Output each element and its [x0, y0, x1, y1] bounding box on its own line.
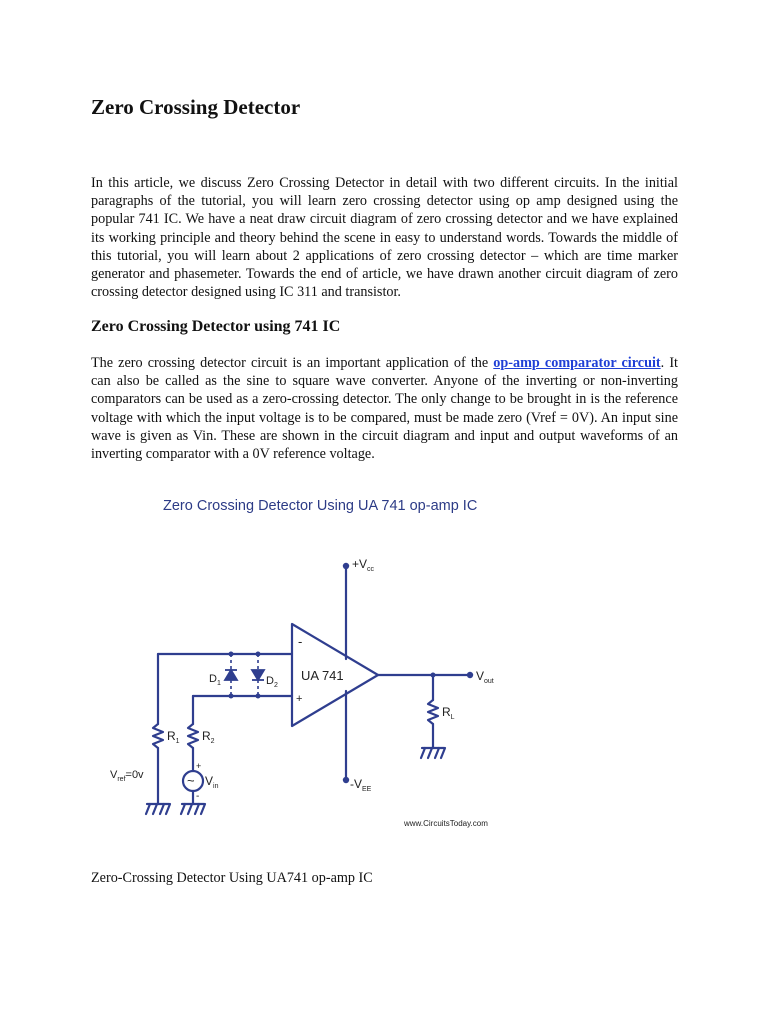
vout-label: $V_{out}$: [476, 669, 494, 685]
noninverting-sign: +: [296, 693, 303, 705]
r1-resistor: [153, 724, 163, 748]
diagram-watermark: www.CircuitsToday.com: [404, 819, 488, 828]
vee-terminal: [343, 777, 349, 783]
vout-terminal: [467, 672, 473, 678]
figure-caption: Zero-Crossing Detector Using UA741 op-amp IC: [91, 870, 373, 886]
junction-d1-top: [229, 652, 234, 657]
junction-rl: [431, 673, 436, 678]
body-paragraph: [91, 354, 678, 463]
body-text-after-link: . It can also be called as the sine to square wave converter. Anyone of the inverting or non-inverting comparators can be used as a zero-crossing detector. The only change to be brought in is the reference voltage with which the input voltage is to be compared, must be made zero (Vref = 0V). An input sine wave is given as Vin. These are shown in the circuit diagram and input and output waveforms of an inverting comparator with a 0V reference voltage.: [91, 355, 678, 463]
vee-label: $-V_{EE}$: [350, 777, 372, 793]
ground-rl: [421, 748, 445, 758]
circuit-diagram-svg: [100, 486, 520, 836]
ground-r1: [146, 804, 170, 814]
vin-minus-sign: -: [196, 791, 200, 802]
vin-plus-sign: +: [196, 761, 202, 771]
junction-d2-bottom: [256, 694, 261, 699]
d2-diode-icon: [252, 670, 264, 680]
rl-label: $R_L$: [442, 705, 455, 721]
r1-label: $R_1$: [167, 729, 180, 745]
intro-paragraph: In this article, we discuss Zero Crossing Detector in detail with two different circuits. In the initial paragraphs of the tutorial, you will learn zero crossing detector using op amp designed using the popular 741 IC. We have a neat draw circuit diagram of zero crossing detector and we have explained its working principle and theory behind the scene in easy to understand words. Towards the middle of this tutorial, you will learn about 2 applications of zero crossing detector – which are time marker generator and phasemeter. Towards the end of article, we have drawn another circuit diagram of zero crossing detector designed using IC 311 and transistor.: [91, 175, 678, 301]
page-title: Zero Crossing Detector: [91, 95, 301, 119]
junction-d1-bottom: [229, 694, 234, 699]
circuit-diagram: [100, 486, 520, 836]
r2-resistor: [188, 724, 198, 748]
vin-sine-icon: ~: [187, 773, 195, 788]
vin-label: $V_{in}$: [205, 774, 219, 790]
d1-diode-icon: [225, 670, 237, 680]
inverting-sign: -: [298, 634, 303, 649]
body-text-before-link: The zero crossing detector circuit is an important application of the: [91, 355, 494, 371]
junction-d2-top: [256, 652, 261, 657]
r2-label: $R_2$: [202, 729, 215, 745]
vref-label: $V_{ref}=0v$: [110, 769, 144, 783]
rl-resistor: [428, 700, 438, 724]
ground-vin: [181, 804, 205, 814]
d1-label: $D_1$: [209, 673, 221, 687]
opamp-label: UA 741: [301, 668, 344, 683]
vcc-terminal: [343, 563, 349, 569]
vcc-label: $+V_{cc}$: [352, 557, 375, 573]
d2-label: $D_2$: [266, 675, 278, 689]
section-heading: Zero Crossing Detector using 741 IC: [91, 318, 341, 335]
op-amp-comparator-link[interactable]: op-amp comparator circuit: [493, 355, 661, 371]
diagram-title: Zero Crossing Detector Using UA 741 op-amp IC: [163, 498, 478, 514]
